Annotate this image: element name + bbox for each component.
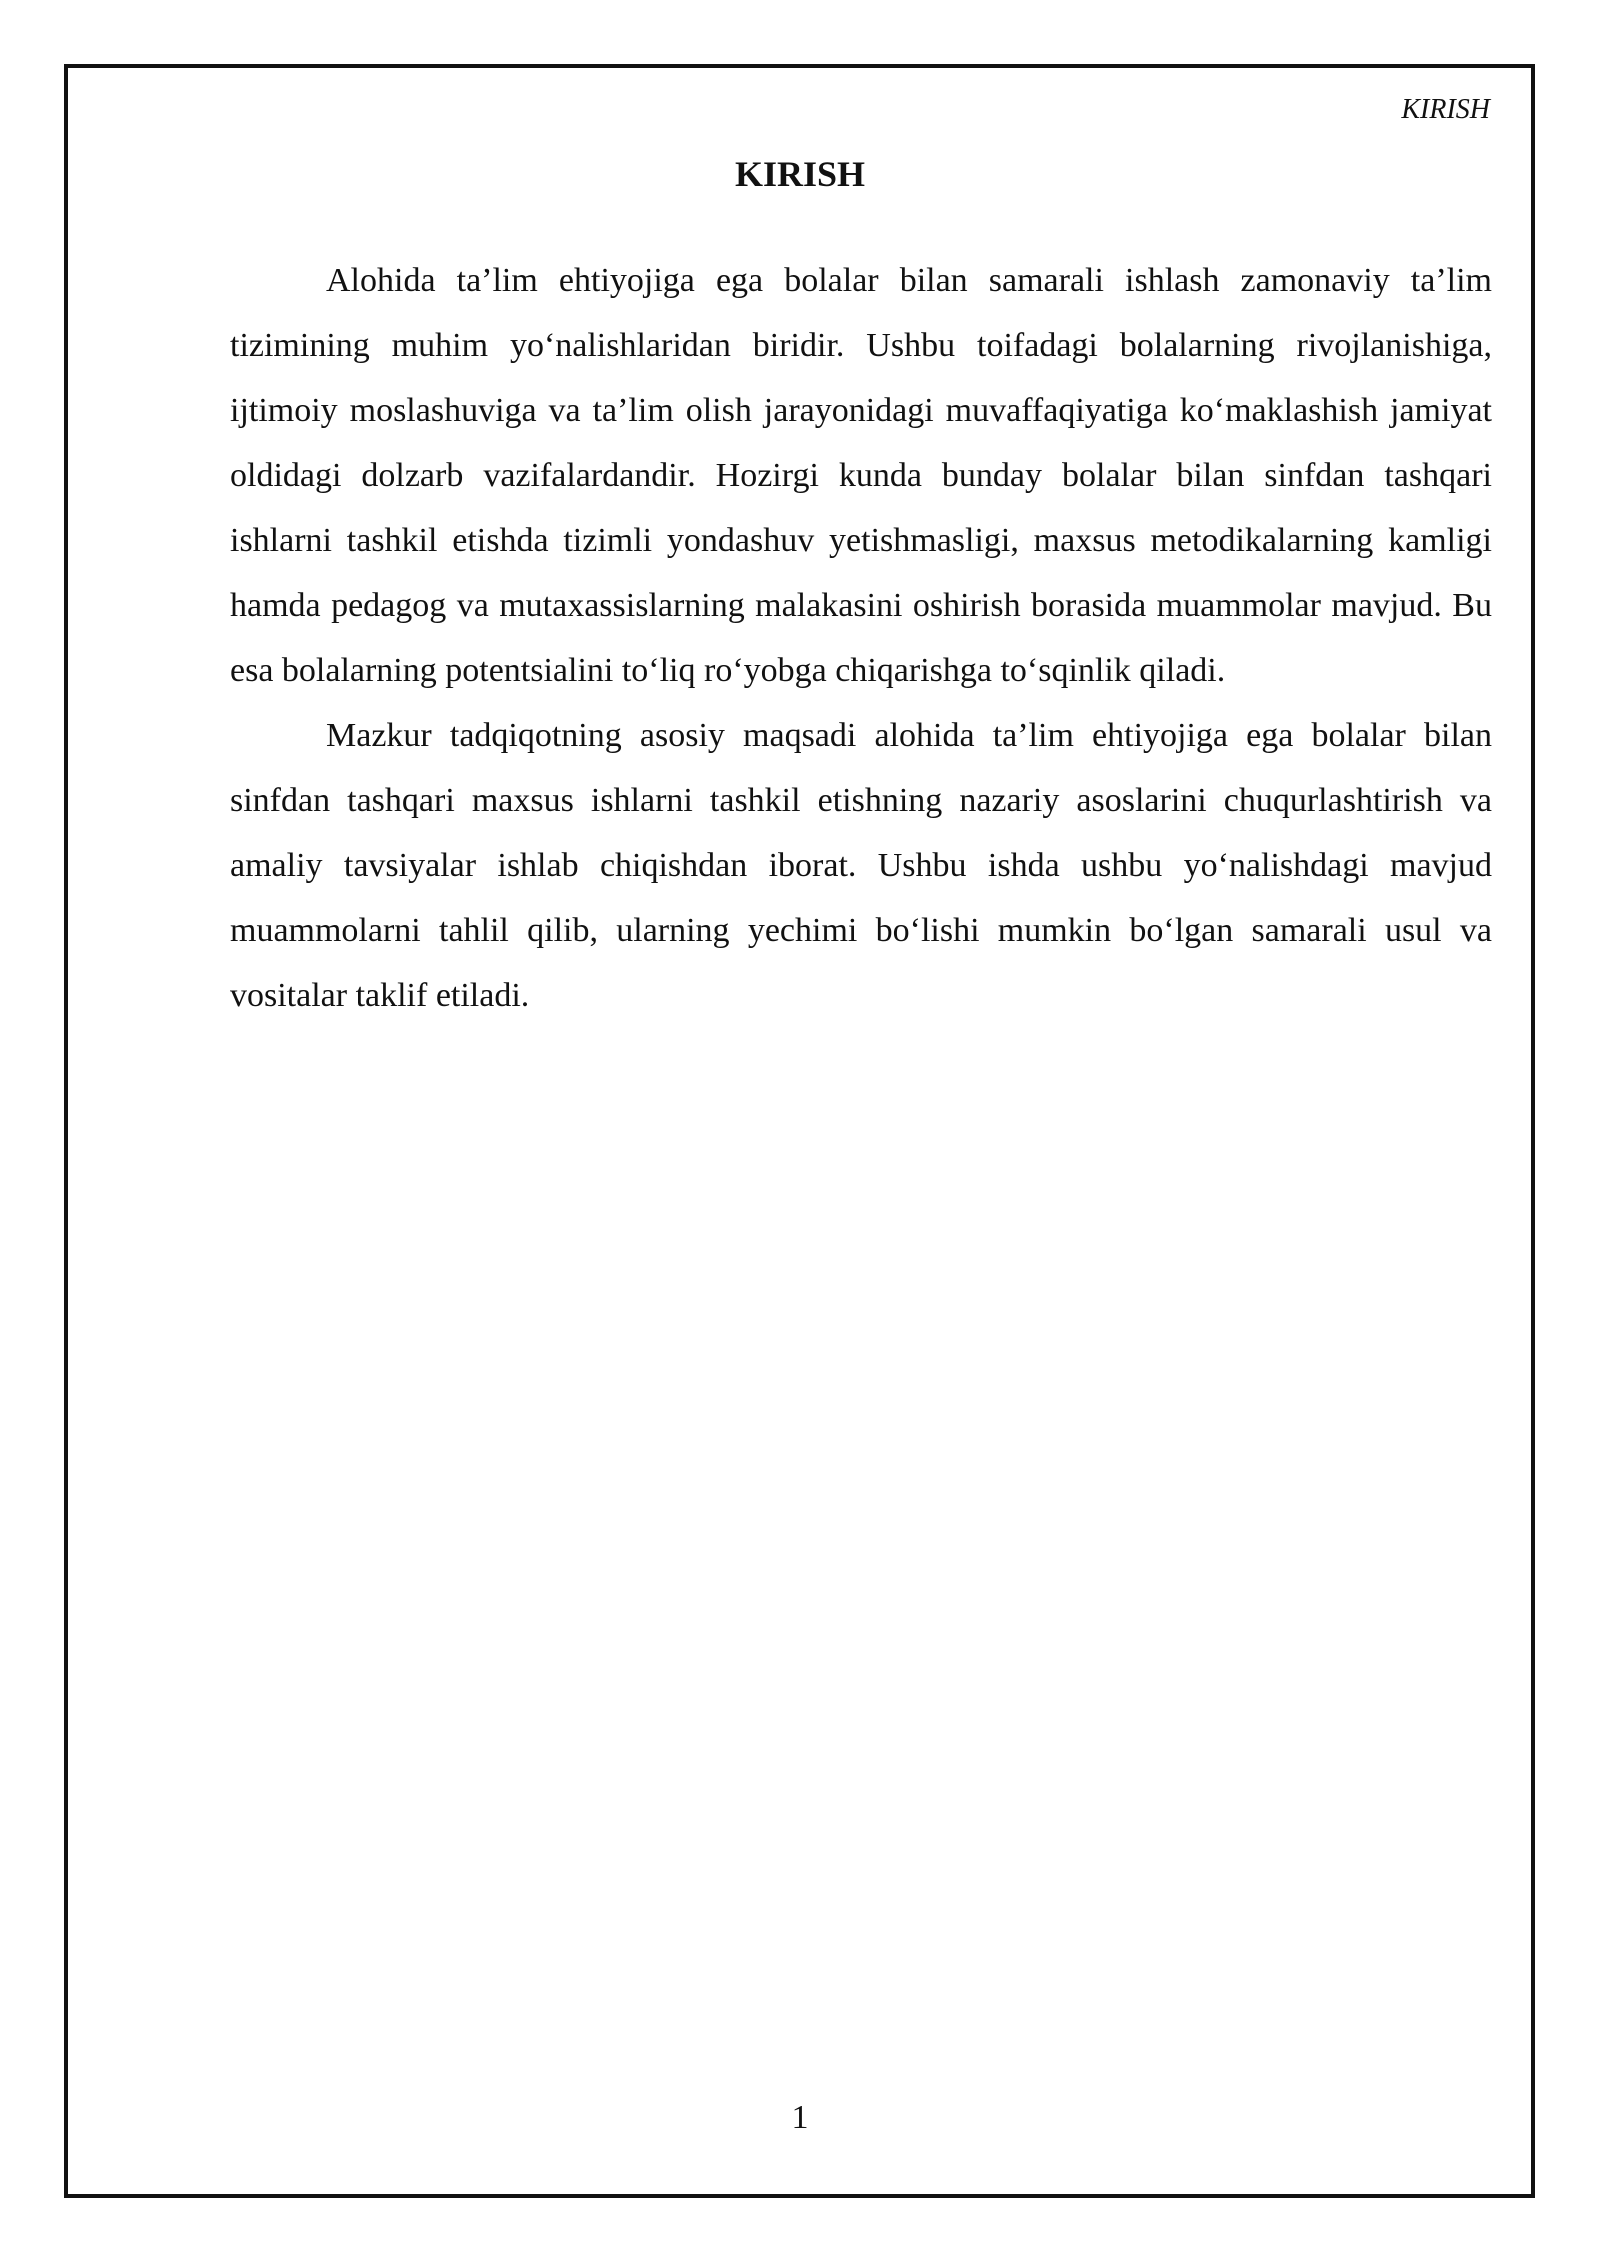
- body-text: [230, 248, 1492, 1028]
- paragraph: Mazkur tadqiqotning asosiy maqsadi alohida ta’lim ehtiyojiga ega bolalar bilan sinfdan tashqari maxsus ishlarni tashkil etishning nazariy asoslarini chuqurlashtirish va amaliy tavsiyalar ishlab chiqishdan iborat. Ushbu ishda ushbu yo‘nalishdagi mavjud muammolarni tahlil qilib, ularning yechimi bo‘lishi mumkin bo‘lgan samarali usul va vositalar taklif etiladi.: [230, 717, 1492, 1014]
- page-number: 1: [791, 2099, 809, 2136]
- running-header: KIRISH: [1401, 94, 1490, 125]
- paragraph: Alohida ta’lim ehtiyojiga ega bolalar bilan samarali ishlash zamonaviy ta’lim tizimining muhim yo‘nalishlaridan biridir. Ushbu toifadagi bolalarning rivojlanishiga, ijtimoiy moslashuviga va ta’lim olish jarayonidagi muvaffaqiyatiga ko‘maklashish jamiyat oldidagi dolzarb vazifalardandir. Hozirgi kunda bunday bolalar bilan sinfdan tashqari ishlarni tashkil etishda tizimli yondashuv yetishmasligi, maxsus metodikalarning kamligi hamda pedagog va mutaxassislarning malakasini oshirish borasida muammolar mavjud. Bu esa bolalarning potentsialini to‘liq ro‘yobga chiqarishga to‘sqinlik qiladi.: [230, 262, 1492, 689]
- section-title: KIRISH: [734, 154, 866, 194]
